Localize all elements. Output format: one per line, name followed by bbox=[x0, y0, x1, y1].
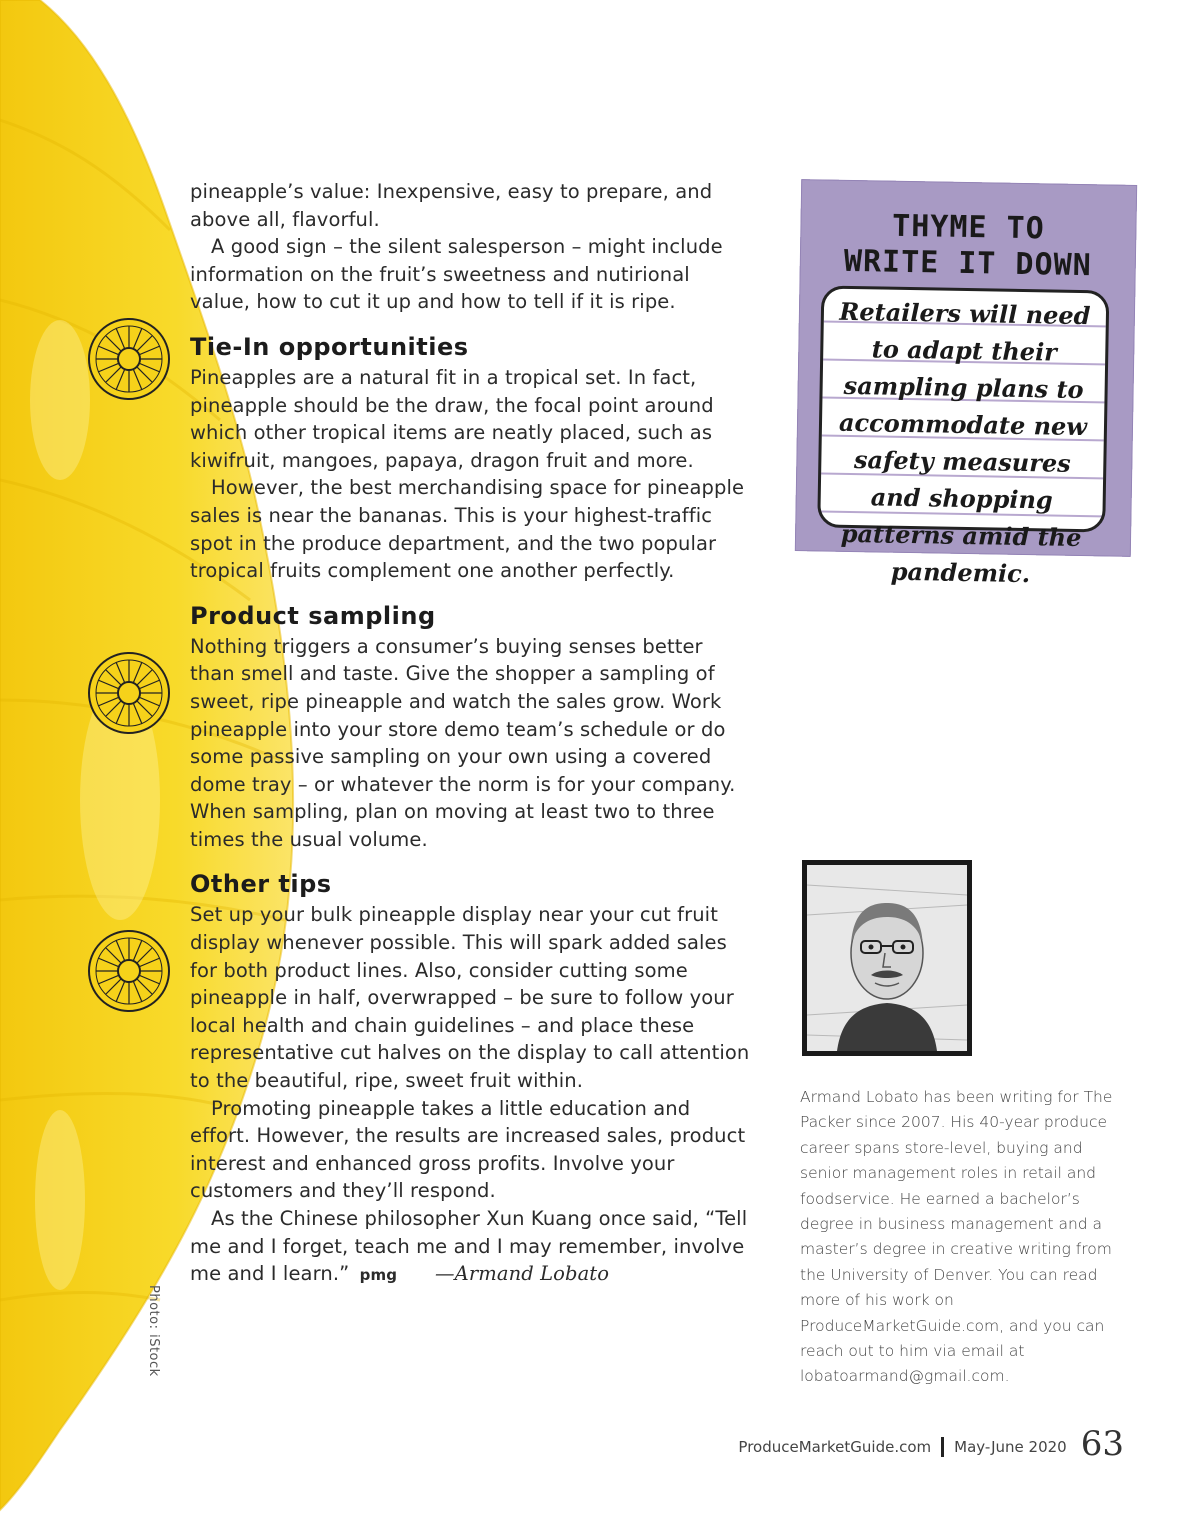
note-card bbox=[817, 285, 1109, 589]
section-paragraph: Promoting pineapple takes a little education and effort. However, the results are increased sales, product interest and enhanced gross profits. Involve your customers and they’ll respond. bbox=[190, 1096, 746, 1203]
intro-paragraph: A good sign – the silent salesperson – might include information on the fruit’s sweetness and nutirional value, how to cut it up and how to tell if it is ripe. bbox=[190, 235, 723, 314]
section-heading-other-tips: Other tips bbox=[190, 870, 332, 899]
intro-paragraph: pineapple’s value: Inexpensive, easy to prepare, and above all, flavorful. bbox=[190, 180, 713, 231]
section-paragraph: Set up your bulk pineapple display near your cut fruit display whenever possible. This will spark added sales for both product lines. Also, consider cutting some pineapple in half, overwrapped – be sure to follow your local health and chain guidelines – and place these representative cut halves on the display to call attention to the beautiful, ripe, sweet fruit within. bbox=[190, 903, 750, 1093]
footer-site: ProduceMarketGuide.com bbox=[738, 1438, 932, 1456]
photo-credit: Photo: iStock bbox=[146, 1285, 161, 1377]
author-signature: —Armand Lobato bbox=[435, 1262, 610, 1286]
pineapple-slice-icon bbox=[86, 928, 172, 1014]
section-paragraph: However, the best merchandising space for pineapple sales is near the bananas. This is your highest-traffic spot in the produce department, and the two popular tropical fruits complement one another perfectly. bbox=[190, 476, 745, 583]
note-title bbox=[800, 207, 1137, 285]
section-heading-product-sampling: Product sampling bbox=[190, 601, 436, 630]
section-heading-tie-in: Tie-In opportunities bbox=[190, 332, 469, 361]
section-paragraph: Pineapples are a natural fit in a tropical set. In fact, pineapple should be the draw, the focal point around which other tropical items are neatly placed, such as kiwifruit, mangoes, papaya, dragon fruit and more. bbox=[190, 365, 714, 472]
note-box bbox=[795, 179, 1137, 589]
pineapple-slice-icon bbox=[86, 316, 172, 402]
author-bio: Armand Lobato has been writing for The Packer since 2007. His 40-year produce career spans store-level, buying and senior management roles in retail and foodservice. He earned a bachelor’s degree in business management and a master’s degree in creative writing from the University of Denver. You can read more of his work on ProduceMarketGuide.com, and you can reach out to him via email at lobatoarmand@gmail.com. bbox=[800, 1088, 1113, 1386]
footer-separator bbox=[941, 1437, 944, 1457]
section-paragraph: Nothing triggers a consumer’s buying senses better than smell and taste. Give the shopper a sampling of sweet, ripe pineapple and watch the sales grow. Work pineapple into your store demo team’s schedule or do some passive sampling on your own using a covered dome tray – or whatever the norm is for your company. When sampling, plan on moving at least two to three times the usual volume. bbox=[190, 634, 736, 851]
closing-paragraph bbox=[190, 1205, 750, 1290]
pineapple-slice-icon bbox=[86, 650, 172, 736]
author-sketch-image bbox=[807, 865, 967, 1051]
page-number: 63 bbox=[1080, 1424, 1124, 1464]
note-title-line: THYME TO bbox=[891, 208, 1045, 247]
footer-issue: May-June 2020 bbox=[954, 1438, 1067, 1456]
article-body bbox=[190, 178, 750, 1290]
page-footer bbox=[738, 1424, 1124, 1464]
note-title-line: WRITE IT DOWN bbox=[843, 243, 1093, 284]
closing-quote: As the Chinese philosopher Xun Kuang once said, “Tell me and I forget, teach me and I may remember, involve me and I learn.” bbox=[190, 1207, 748, 1286]
note-text: Retailers will need to adapt their sampling plans to accommodate new safety measures and shopping patterns amid the pandemic. bbox=[838, 296, 1091, 589]
author-portrait bbox=[802, 860, 972, 1056]
end-mark: pmg bbox=[359, 1266, 398, 1285]
